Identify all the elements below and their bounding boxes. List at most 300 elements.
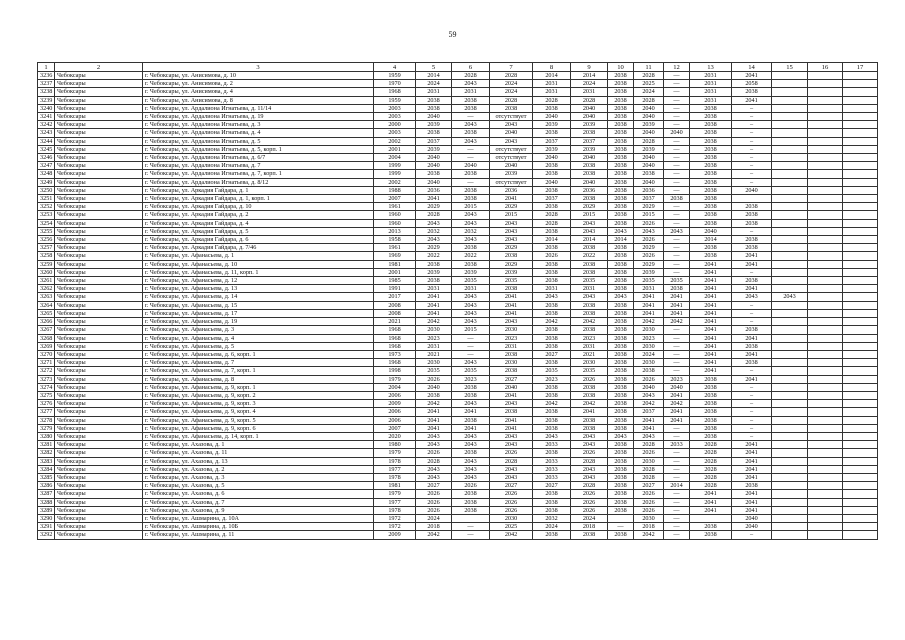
address-cell: г. Чебоксары, ул. Афанасьева, д. 9, корп. 5 [143, 416, 374, 424]
table-cell: 2043 [490, 121, 533, 129]
table-cell: 2024 [634, 350, 664, 358]
table-cell: 2038 [533, 383, 571, 391]
row-number: 3266 [38, 318, 55, 326]
table-cell: 2018 [416, 523, 452, 531]
table-cell [772, 145, 808, 153]
table-cell [772, 408, 808, 416]
table-cell [690, 514, 732, 522]
row-number: 3236 [38, 72, 55, 80]
table-cell: 2038 [690, 121, 732, 129]
table-cell: 1998 [374, 367, 416, 375]
table-cell: 2026 [416, 375, 452, 383]
table-cell: 2040 [634, 383, 664, 391]
table-cell: 2014 [664, 482, 690, 490]
table-cell: 2020 [374, 432, 416, 440]
table-cell: 2038 [690, 432, 732, 440]
table-cell [772, 277, 808, 285]
table-cell: 2017 [374, 293, 416, 301]
table-row [38, 350, 878, 358]
settlement-cell: Чебоксары [55, 383, 143, 391]
table-row [38, 432, 878, 440]
table-cell: 2038 [571, 301, 608, 309]
table-cell: — [608, 523, 634, 531]
table-cell: 2029 [490, 203, 533, 211]
table-cell: 2038 [732, 236, 772, 244]
address-cell: г. Чебоксары, ул. Ахазова, д. 7 [143, 498, 374, 506]
table-cell: — [452, 178, 490, 186]
table-cell: 2028 [690, 457, 732, 465]
table-cell [808, 359, 843, 367]
table-cell [772, 375, 808, 383]
table-cell: 2041 [416, 293, 452, 301]
table-cell: 2043 [634, 391, 664, 399]
table-cell: 2040 [664, 383, 690, 391]
table-cell [772, 449, 808, 457]
row-number: 3292 [38, 531, 55, 539]
table-cell [772, 252, 808, 260]
table-cell [772, 301, 808, 309]
table-row [38, 375, 878, 383]
table-cell: 2028 [690, 449, 732, 457]
table-cell [843, 137, 878, 145]
table-cell: 1968 [374, 359, 416, 367]
address-cell: г. Чебоксары, ул. Аркадия Гайдара, д. 10 [143, 203, 374, 211]
settlement-cell: Чебоксары [55, 219, 143, 227]
table-cell: 2038 [490, 285, 533, 293]
table-cell: 2038 [533, 227, 571, 235]
table-cell: 2038 [690, 219, 732, 227]
row-number: 3285 [38, 473, 55, 481]
table-cell: 2031 [533, 80, 571, 88]
table-cell: 2008 [374, 301, 416, 309]
settlement-cell: Чебоксары [55, 186, 143, 194]
table-cell [843, 162, 878, 170]
table-cell: 2028 [690, 465, 732, 473]
table-cell: 2028 [634, 137, 664, 145]
table-cell: 2035 [416, 367, 452, 375]
row-number: 3284 [38, 465, 55, 473]
table-row [38, 203, 878, 211]
row-number: 3258 [38, 252, 55, 260]
table-cell [843, 342, 878, 350]
table-cell: 2041 [416, 416, 452, 424]
table-cell: 2041 [732, 449, 772, 457]
row-number: 3257 [38, 244, 55, 252]
table-cell: 2000 [374, 121, 416, 129]
table-cell: 2028 [490, 457, 533, 465]
table-cell [772, 211, 808, 219]
table-cell [808, 383, 843, 391]
table-cell: 2039 [533, 121, 571, 129]
table-cell: — [664, 342, 690, 350]
table-cell: 2038 [690, 252, 732, 260]
table-cell: 2026 [571, 490, 608, 498]
table-cell: 2043 [571, 227, 608, 235]
table-cell [808, 211, 843, 219]
table-cell: 2027 [490, 482, 533, 490]
table-cell [808, 145, 843, 153]
table-cell: 2043 [490, 473, 533, 481]
table-cell: 2043 [732, 293, 772, 301]
table-cell: 2026 [634, 219, 664, 227]
table-cell: 2038 [608, 72, 634, 80]
table-cell: 2041 [690, 490, 732, 498]
page-number: 59 [448, 30, 457, 39]
settlement-cell: Чебоксары [55, 416, 143, 424]
table-cell: 2038 [533, 301, 571, 309]
row-number: 3280 [38, 432, 55, 440]
table-cell: 2033 [533, 457, 571, 465]
table-cell: 2038 [533, 449, 571, 457]
table-cell: — [664, 514, 690, 522]
table-cell: 2038 [416, 129, 452, 137]
table-cell: 1968 [374, 334, 416, 342]
table-cell: 2038 [690, 424, 732, 432]
table-cell: 2038 [608, 121, 634, 129]
address-cell: г. Чебоксары, ул. Афанасьева, д. 8 [143, 375, 374, 383]
table-cell [843, 154, 878, 162]
table-cell: 2042 [571, 400, 608, 408]
settlement-cell: Чебоксары [55, 400, 143, 408]
table-cell [772, 236, 808, 244]
column-number: 3 [143, 63, 374, 72]
table-cell: 2041 [690, 285, 732, 293]
table-cell [843, 318, 878, 326]
table-cell [772, 309, 808, 317]
settlement-cell: Чебоксары [55, 342, 143, 350]
table-cell: 2041 [690, 498, 732, 506]
address-cell: г. Чебоксары, ул. Ардалиона Игнатьева, д. 8/12 [143, 178, 374, 186]
table-cell: 2038 [571, 268, 608, 276]
table-cell: 2037 [533, 195, 571, 203]
table-cell: — [664, 252, 690, 260]
table-cell: — [664, 424, 690, 432]
table-row [38, 498, 878, 506]
table-row [38, 301, 878, 309]
table-cell: 2037 [416, 137, 452, 145]
table-cell: 2038 [608, 170, 634, 178]
settlement-cell: Чебоксары [55, 490, 143, 498]
address-cell: г. Чебоксары, ул. Афанасьева, д. 10 [143, 260, 374, 268]
table-cell [843, 334, 878, 342]
row-number: 3246 [38, 154, 55, 162]
settlement-cell: Чебоксары [55, 350, 143, 358]
column-number: 7 [490, 63, 533, 72]
table-cell: 2043 [416, 432, 452, 440]
table-cell: 2038 [608, 424, 634, 432]
table-cell: 1961 [374, 244, 416, 252]
table-cell [772, 154, 808, 162]
table-cell: 2038 [732, 277, 772, 285]
table-cell: — [664, 268, 690, 276]
settlement-cell: Чебоксары [55, 334, 143, 342]
table-row [38, 285, 878, 293]
table-cell: 2038 [608, 309, 634, 317]
table-row [38, 367, 878, 375]
column-number: 4 [374, 63, 416, 72]
address-cell: г. Чебоксары, ул. Ахазова, д. 13 [143, 457, 374, 465]
table-cell: 2038 [608, 490, 634, 498]
table-cell [843, 350, 878, 358]
column-number: 11 [634, 63, 664, 72]
row-number: 3245 [38, 145, 55, 153]
table-cell: 2040 [533, 154, 571, 162]
table-cell: 2043 [452, 400, 490, 408]
table-cell: 2038 [416, 96, 452, 104]
table-cell: — [664, 523, 690, 531]
table-row [38, 244, 878, 252]
table-cell: — [664, 473, 690, 481]
table-cell [808, 293, 843, 301]
table-cell: 2038 [533, 104, 571, 112]
table-cell: 2038 [608, 277, 634, 285]
table-cell: 2038 [608, 334, 634, 342]
table-cell: 2042 [634, 531, 664, 539]
table-cell: 2038 [452, 391, 490, 399]
table-cell: 2028 [490, 72, 533, 80]
address-cell: г. Чебоксары, ул. Афанасьева, д. 7, корп. 1 [143, 367, 374, 375]
table-cell: 1960 [374, 219, 416, 227]
address-cell: г. Чебоксары, ул. Афанасьева, д. 12 [143, 277, 374, 285]
table-row [38, 449, 878, 457]
table-cell: — [452, 113, 490, 121]
table-cell: 2038 [690, 129, 732, 137]
table-cell [808, 203, 843, 211]
table-cell: — [452, 334, 490, 342]
table-cell: 2041 [452, 408, 490, 416]
table-cell: 2035 [490, 277, 533, 285]
table-cell: 2041 [490, 424, 533, 432]
column-number: 14 [732, 63, 772, 72]
table-cell: 1979 [374, 375, 416, 383]
table-cell [808, 309, 843, 317]
table-cell: 2038 [608, 219, 634, 227]
table-row [38, 523, 878, 531]
table-cell: – [732, 391, 772, 399]
table-cell: 1958 [374, 236, 416, 244]
table-cell [843, 195, 878, 203]
table-cell: — [664, 121, 690, 129]
table-cell: 2039 [416, 145, 452, 153]
table-cell: 2038 [608, 162, 634, 170]
table-cell [808, 227, 843, 235]
table-row [38, 457, 878, 465]
table-cell: 2038 [533, 342, 571, 350]
table-cell [772, 416, 808, 424]
table-cell: 2038 [608, 449, 634, 457]
table-cell: 2038 [690, 531, 732, 539]
table-cell: 2043 [452, 441, 490, 449]
row-number: 3243 [38, 129, 55, 137]
table-cell [808, 285, 843, 293]
table-cell: отсутствует [490, 178, 533, 186]
table-cell [772, 342, 808, 350]
table-cell [772, 498, 808, 506]
table-cell: 2038 [608, 473, 634, 481]
table-cell: 2040 [490, 129, 533, 137]
table-cell: 2035 [452, 367, 490, 375]
table-cell: 2014 [690, 236, 732, 244]
table-cell [808, 318, 843, 326]
table-row [38, 531, 878, 539]
table-cell: 2038 [452, 383, 490, 391]
table-cell: 2038 [490, 367, 533, 375]
table-cell: 2043 [664, 227, 690, 235]
table-row [38, 219, 878, 227]
table-cell: 2040 [634, 129, 664, 137]
table-row [38, 195, 878, 203]
table-cell: 2038 [452, 129, 490, 137]
table-cell: 2040 [571, 104, 608, 112]
table-cell [808, 244, 843, 252]
table-cell: 2007 [374, 195, 416, 203]
table-cell: — [664, 154, 690, 162]
table-cell: 2008 [374, 309, 416, 317]
table-cell: 2038 [608, 359, 634, 367]
table-cell [772, 121, 808, 129]
table-cell: 2038 [533, 244, 571, 252]
table-cell: 2041 [664, 293, 690, 301]
table-cell: 2014 [608, 236, 634, 244]
table-cell: 2042 [634, 318, 664, 326]
table-cell: 2040 [634, 162, 664, 170]
table-row [38, 465, 878, 473]
address-cell: г. Чебоксары, ул. Ардалиона Игнатьева, д. 5 [143, 137, 374, 145]
table-cell [772, 129, 808, 137]
table-cell: 2035 [571, 367, 608, 375]
table-cell: 2035 [634, 277, 664, 285]
table-cell: 2038 [690, 113, 732, 121]
settlement-cell: Чебоксары [55, 309, 143, 317]
table-cell: – [732, 154, 772, 162]
table-cell: – [732, 227, 772, 235]
table-cell [808, 400, 843, 408]
table-cell: 2043 [634, 227, 664, 235]
table-cell: 2040 [416, 154, 452, 162]
table-cell: 2030 [634, 514, 664, 522]
table-cell: 2040 [634, 178, 664, 186]
table-cell: 2026 [571, 506, 608, 514]
settlement-cell: Чебоксары [55, 170, 143, 178]
table-cell: 2043 [490, 236, 533, 244]
settlement-cell: Чебоксары [55, 252, 143, 260]
table-cell: 2028 [690, 473, 732, 481]
table-cell: 1979 [374, 449, 416, 457]
table-cell [808, 186, 843, 194]
address-cell: г. Чебоксары, ул. Ахазова, д. 3 [143, 473, 374, 481]
table-cell: 2026 [416, 449, 452, 457]
table-cell: 2014 [533, 72, 571, 80]
table-cell: 2006 [374, 408, 416, 416]
header-row [38, 63, 878, 72]
table-cell [808, 72, 843, 80]
table-cell [843, 473, 878, 481]
table-cell: 2041 [732, 441, 772, 449]
table-row [38, 326, 878, 334]
table-cell: 2038 [571, 244, 608, 252]
row-number: 3276 [38, 400, 55, 408]
table-cell: — [664, 244, 690, 252]
table-cell [772, 318, 808, 326]
table-cell: 2038 [690, 195, 732, 203]
table-row [38, 211, 878, 219]
row-number: 3270 [38, 350, 55, 358]
table-cell: 1999 [374, 170, 416, 178]
table-cell: 2041 [732, 465, 772, 473]
table-cell [772, 514, 808, 522]
table-cell [808, 490, 843, 498]
table-cell: 2041 [690, 350, 732, 358]
table-cell: 2026 [490, 490, 533, 498]
table-cell: 2028 [634, 473, 664, 481]
table-cell: 2038 [571, 260, 608, 268]
table-cell: 2038 [690, 186, 732, 194]
address-cell: г. Чебоксары, ул. Ахазова, д. 9 [143, 506, 374, 514]
table-cell: 2042 [664, 318, 690, 326]
table-cell: 2033 [664, 441, 690, 449]
table-cell: 2038 [571, 383, 608, 391]
address-cell: г. Чебоксары, ул. Ахазова, д. 2 [143, 465, 374, 473]
table-cell [808, 129, 843, 137]
table-cell: 2038 [533, 170, 571, 178]
table-cell: 2040 [452, 162, 490, 170]
table-cell: 2026 [634, 506, 664, 514]
table-cell: — [664, 457, 690, 465]
table-cell: 2041 [416, 408, 452, 416]
table-cell: 2014 [416, 72, 452, 80]
table-cell [808, 96, 843, 104]
settlement-cell: Чебоксары [55, 154, 143, 162]
address-cell: г. Чебоксары, ул. Афанасьева, д. 9, корп. 1 [143, 383, 374, 391]
table-cell: 1999 [374, 162, 416, 170]
table-cell: — [664, 350, 690, 358]
table-cell: 2038 [571, 309, 608, 317]
table-cell: 2041 [664, 391, 690, 399]
row-number: 3259 [38, 260, 55, 268]
table-cell [843, 359, 878, 367]
table-row [38, 342, 878, 350]
settlement-cell: Чебоксары [55, 80, 143, 88]
table-cell: 2041 [732, 285, 772, 293]
table-cell: 2026 [452, 482, 490, 490]
table-cell: 2038 [490, 350, 533, 358]
table-row [38, 260, 878, 268]
table-cell: 2038 [608, 531, 634, 539]
table-cell: 2003 [374, 129, 416, 137]
table-cell [843, 498, 878, 506]
table-cell: 2038 [533, 309, 571, 317]
table-cell: 2028 [452, 72, 490, 80]
settlement-cell: Чебоксары [55, 514, 143, 522]
settlement-cell: Чебоксары [55, 260, 143, 268]
table-cell: 2038 [608, 400, 634, 408]
table-cell: 2041 [490, 301, 533, 309]
table-cell: 2038 [608, 80, 634, 88]
table-cell [808, 350, 843, 358]
row-number: 3241 [38, 113, 55, 121]
table-cell [808, 441, 843, 449]
table-cell: 2038 [690, 400, 732, 408]
address-cell: г. Чебоксары, ул. Аркадия Гайдара, д. 2 [143, 211, 374, 219]
table-cell: 2040 [533, 113, 571, 121]
table-cell: 2038 [608, 137, 634, 145]
table-cell: 2040 [732, 186, 772, 194]
table-cell: 2015 [571, 211, 608, 219]
table-cell: 2042 [533, 400, 571, 408]
address-cell: г. Чебоксары, ул. Аркадия Гайдара, д. 4 [143, 219, 374, 227]
table-cell: 2040 [490, 162, 533, 170]
column-number: 9 [571, 63, 608, 72]
